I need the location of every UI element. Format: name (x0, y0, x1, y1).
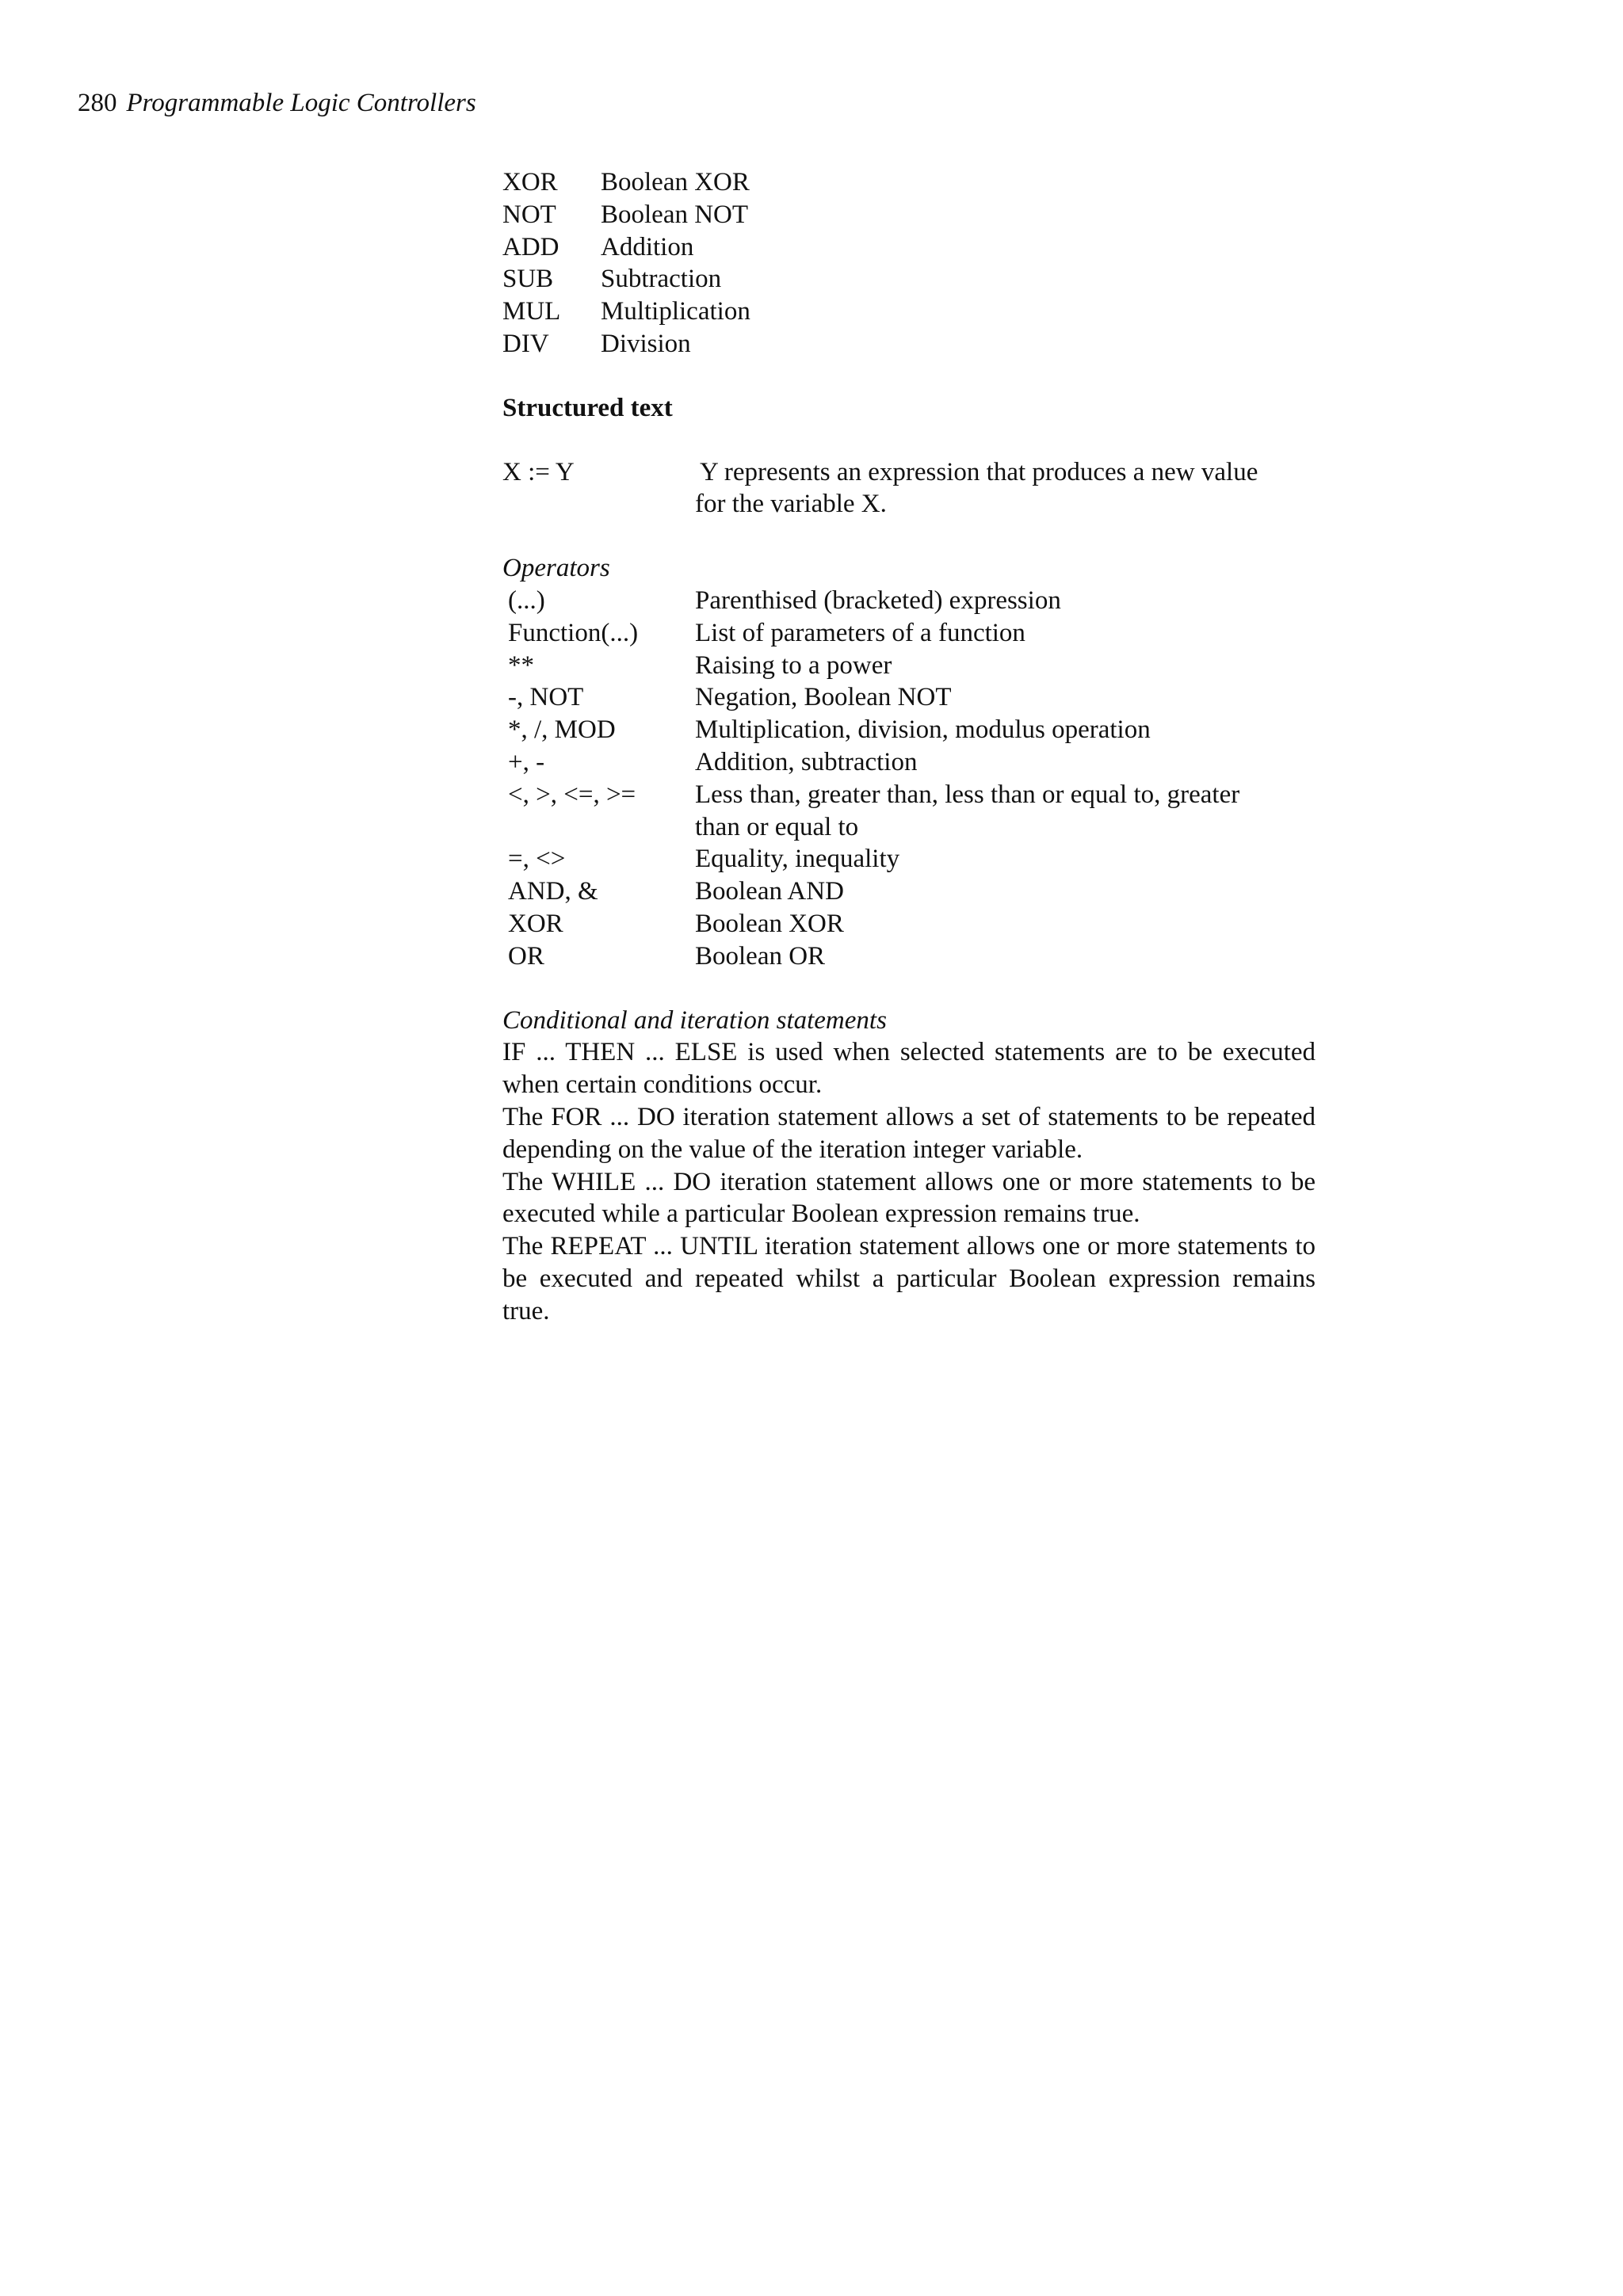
st-operator-table (502, 585, 1316, 973)
spacer (502, 973, 1316, 1005)
spacer (502, 521, 1316, 552)
paragraph: The WHILE ... DO iteration statement allows one or more statements to be executed while a particular Boolean expression remains true. (502, 1167, 1316, 1229)
list-item (502, 166, 1316, 199)
table-row (502, 746, 1316, 779)
operator-symbol: AND, & (508, 877, 598, 906)
paragraph: IF ... THEN ... ELSE is used when selected statements are to be executed when certain conditions occur. (502, 1038, 1316, 1100)
operator-symbol: XOR (508, 909, 563, 938)
operator-symbol: (...) (508, 585, 545, 615)
section-heading: Structured text (502, 393, 673, 422)
table-row (502, 714, 1316, 746)
list-item (502, 231, 1316, 264)
operator-code: NOT (502, 200, 556, 229)
spacer (502, 425, 1316, 456)
assignment-description (695, 456, 1316, 521)
spacer (502, 360, 1316, 392)
assignment-description-line: Y represents an expression that produces a new value (700, 457, 1258, 486)
operator-meaning: Boolean XOR (695, 909, 844, 938)
operator-meaning: Division (601, 329, 691, 358)
operator-code: DIV (502, 329, 549, 358)
operator-meaning: Boolean AND (695, 877, 844, 906)
table-row (502, 650, 1316, 682)
conditional-heading: Conditional and iteration statements (502, 1005, 887, 1035)
operator-meaning: Negation, Boolean NOT (695, 683, 952, 712)
operator-code: SUB (502, 265, 554, 294)
operator-meaning: Multiplication, division, modulus operation (695, 715, 1151, 745)
table-row (502, 681, 1316, 714)
operator-symbol: +, - (508, 747, 545, 776)
operator-meaning: Raising to a power (695, 650, 892, 680)
table-row (502, 843, 1316, 875)
running-title: Programmable Logic Controllers (126, 89, 476, 117)
assignment-description-line: for the variable X. (695, 490, 887, 519)
table-row (502, 779, 1316, 844)
operator-code: MUL (502, 297, 561, 326)
operator-symbol: <, >, <=, >= (508, 780, 636, 809)
operator-meaning: Addition (601, 232, 694, 261)
assignment-row (502, 456, 1316, 521)
operator-symbol: Function(...) (508, 618, 639, 647)
page-number: 280 (78, 89, 117, 117)
operator-symbol: *, /, MOD (508, 715, 616, 745)
operator-meaning: Boolean OR (695, 941, 826, 971)
table-row (502, 617, 1316, 650)
paragraph: The REPEAT ... UNTIL iteration statement allows one or more statements to be executed and repeated whilst a particular Boolean expression remains true. (502, 1232, 1316, 1325)
operator-meaning: Multiplication (601, 297, 750, 326)
operator-meaning: Parenthised (bracketed) expression (695, 585, 1061, 615)
page-header (78, 86, 476, 120)
page-content (502, 166, 1316, 1328)
list-item (502, 328, 1316, 360)
table-row (502, 908, 1316, 940)
operator-code: XOR (502, 168, 558, 196)
list-item (502, 199, 1316, 231)
paragraph: The FOR ... DO iteration statement allows a set of statements to be repeated depending on the value of the iteration integer variable. (502, 1102, 1316, 1164)
operator-meaning: Equality, inequality (695, 845, 900, 874)
operator-meaning: Subtraction (601, 265, 722, 294)
table-row (502, 940, 1316, 973)
operator-meaning: Less than, greater than, less than or equal to, greater than or equal to (695, 780, 1240, 841)
il-operator-list (502, 166, 1316, 360)
assignment-syntax: X := Y (502, 457, 575, 486)
operator-meaning: Boolean XOR (601, 168, 750, 196)
list-item (502, 263, 1316, 296)
operator-code: ADD (502, 232, 559, 261)
table-row (502, 875, 1316, 908)
operator-symbol: OR (508, 941, 544, 971)
operator-symbol: -, NOT (508, 683, 584, 712)
operator-symbol: ** (508, 650, 534, 680)
list-item (502, 296, 1316, 328)
operator-meaning: Addition, subtraction (695, 747, 918, 776)
operator-symbol: =, <> (508, 845, 566, 874)
operator-meaning: List of parameters of a function (695, 618, 1025, 647)
table-row (502, 585, 1316, 617)
operator-meaning: Boolean NOT (601, 200, 749, 229)
operators-heading: Operators (502, 554, 610, 583)
